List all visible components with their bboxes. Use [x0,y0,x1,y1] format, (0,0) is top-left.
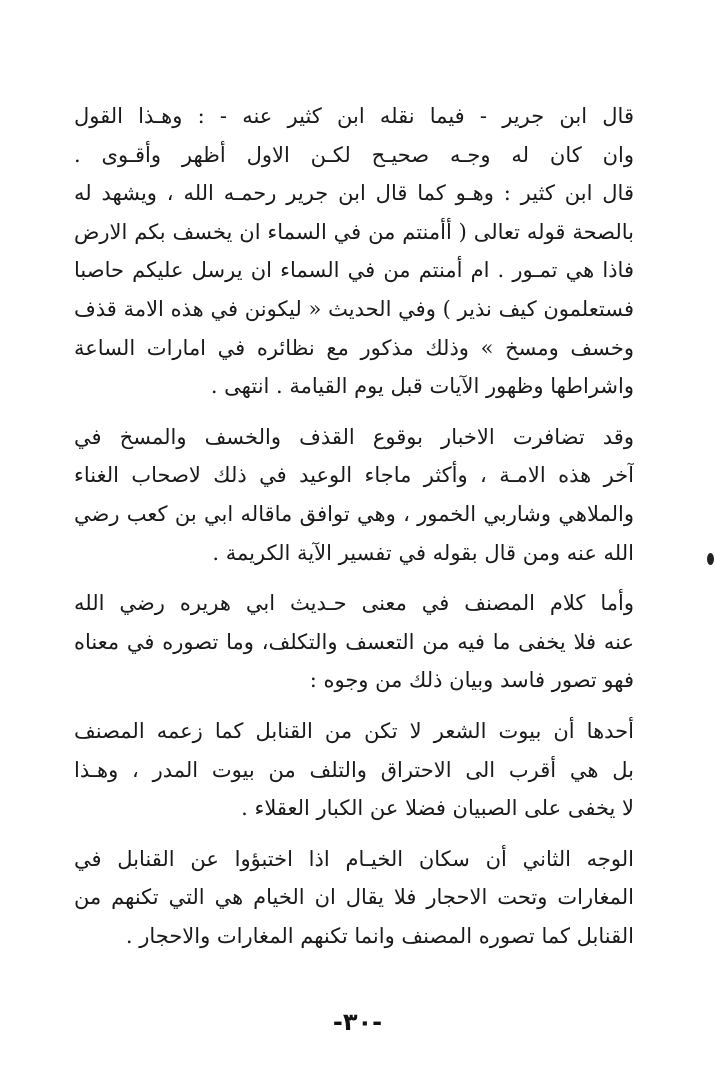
text-line: الله عنه ومن قال بقوله في تفسير الآية الكريمة . [212,540,634,565]
text-line: عنه فلا يخفى ما فيه من التعسف والتكلف، وما تصوره في معناه [74,629,634,654]
paragraph-gap [74,700,634,712]
text-line: واشراطها وظهور الآيات قبل يوم القيامة . انتهى . [210,374,634,399]
text-line: بالصحة قوله تعالى ( أأمنتم من في السماء ان يخسف بكم الارض [74,219,634,244]
text-line: قال ابن جرير - فيما نقله ابن كثير عنه - : وهـذا القول [74,104,634,128]
page-number: -٣٠- [332,1008,383,1036]
paragraph-second-point [74,840,634,956]
text-line: لا يخفى على الصبيان فضلا عن الكبار العقلاء . [241,796,634,821]
text-line: أحدها أن بيوت الشعر لا تكن من القنابل كما زعمه المصنف [74,718,634,743]
paragraph-reports [74,418,634,572]
text-line: وان كان له وجـه صحيـح لكـن الاول أظهر وأقـوى . [74,142,634,167]
text-line: وخسف ومسخ » وذلك مذكور مع نظائره في امارات الساعة [74,335,634,360]
text-line: فهو تصور فاسد وبيان ذلك من وجوه : [309,668,634,693]
text-line: الوجه الثاني أن سكان الخيـام اذا اختبؤوا عن القنابل في [74,846,634,871]
margin-ink-mark [707,553,714,565]
paragraph-gap [74,572,634,584]
text-line: بل هي أقرب الى الاحتراق والتلف من بيوت المدر ، وهـذا [74,757,634,782]
paragraph-gap [74,406,634,418]
text-line: القنابل كما تصوره المصنف وانما تكنهم المغارات والاحجار . [125,923,634,948]
paragraph-gap [74,828,634,840]
text-line: آخر هذه الامـة ، وأكثر ماجاء الوعيد في ذلك لاصحاب الغناء [74,463,634,488]
text-line: والملاهي وشاربي الخمور ، وهي توافق ماقاله ابي بن كعب رضي [74,501,634,526]
text-line: فستعلمون كيف نذير ) وفي الحديث « ليكونن في هذه الامة قذف [74,296,634,321]
paragraph-ibn-kathir-quote [74,97,634,406]
paragraph-author-critique [74,584,634,700]
text-line: المغارات وتحت الاحجار فلا يقال ان الخيام هي التي تكنهم من [74,885,634,910]
text-line: وقد تضافرت الاخبار بوقوع القذف والخسف والمسخ في [74,424,634,449]
text-line: وأما كلام المصنف في معنى حـديث ابي هريره رضي الله [74,591,634,616]
paragraph-first-point [74,712,634,828]
page-body [74,97,634,955]
text-line: فاذا هي تمـور . ام أمنتم من في السماء ان يرسل عليكم حاصبا [74,258,634,283]
text-line: قال ابن كثير : وهـو كما قال ابن جرير رحمـه الله ، ويشهد له [74,181,634,206]
